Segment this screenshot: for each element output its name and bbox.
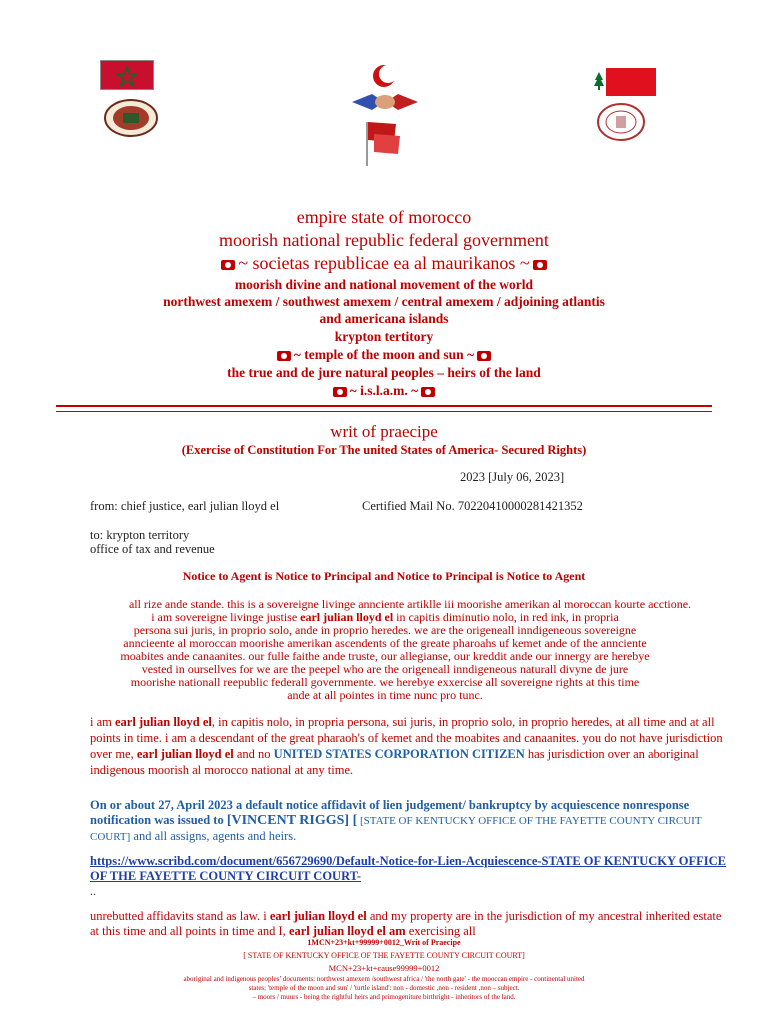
header-line6: and americana islands — [319, 311, 449, 326]
divider-bottom — [56, 411, 712, 412]
crescent-emblem-image — [366, 62, 402, 90]
writ-title: writ of praecipe — [330, 422, 438, 441]
header-line4: moorish divine and national movement of the world — [234, 277, 534, 292]
para1-line6: vested in oursellves for we are the peepel who are the origeneall inndigeneous naturall divyne de jure — [141, 662, 629, 676]
footer-ref2: [ STATE OF KENTUCKY OFFICE OF THE FAYETTE COUNTY CIRCUIT COURT] — [243, 951, 525, 960]
header-line10: ~ i.s.l.a.m. ~ — [0, 382, 768, 400]
moorish-flag-icon — [277, 351, 291, 361]
para3: On or about 27, April 2023 a default notice affidavit of lien judgement/ bankruptcy by acquiescence nonresponse notification was issued to [VINCENT RIGGS] [ [STATE OF KENTUCKY OFFICE OF THE FAYETTE COUNTY CIRCUIT COURT] and all assigns, agents and heirs. — [90, 798, 702, 843]
writ-date: 2023 [July 06, 2023] — [460, 470, 565, 484]
para2: i am earl julian lloyd el, in capitis nolo, in propria persona, sui juris, in proprio solo, in proprio heredes, at all time and at all points in time. i am a descendant of the great pharaoh's of kemet and the moabites and canaanites. you do not have jurisdiction over me, earl julian lloyd el and no UNITED STATES CORPORATION CITIZEN has jurisdiction over an aboriginal indigenous moorish al morocco national at any time. — [90, 715, 723, 777]
para1-line4: anncieente al moroccan moorishe amerikan ascendents of the greate pharoahs uf kemet ande of the annciente — [123, 636, 647, 650]
certified-mail: Certified Mail No. 70220410000281421352 — [362, 499, 583, 513]
header-line7: krypton tertitory — [334, 329, 434, 344]
para1-line8: ande at all pointes in time nunc pro tunc. — [287, 688, 483, 702]
footer-ref3: MCN+23+kt+cause99999+0012 — [328, 963, 440, 973]
para1-line7: moorishe nationall reepublic federall governmente. we herebye exxercise all sovereigne rights at this time — [130, 675, 640, 689]
writ-subtitle: (Exercise of Constitution For The united States of America- Secured Rights) — [181, 443, 587, 457]
header-line9: the true and de jure natural peoples – heirs of the land — [227, 365, 541, 380]
header-line2: moorish national republic federal government — [219, 230, 549, 250]
para1-line1: all rize ande stande. this is a sovereigne livinge annciente artiklle iii moorishe amerikan al moroccan kourte acctione. — [128, 597, 692, 611]
para1-line2: i am sovereigne livinge justise earl julian lloyd el in capitis diminutio nolo, in red ink, in propria — [151, 610, 619, 624]
moorish-flag-icon — [421, 387, 435, 397]
para4: unrebutted affidavits stand as law. i earl julian lloyd el and my property are in the jurisdiction of my ancestral inherited estate at this time and all points in time and I, earl julian lloyd el am exercising all — [90, 909, 722, 938]
moorish-flag-icon — [221, 260, 235, 270]
header-line5: northwest amexem / southwest amexem / central amexem / adjoining atlantis — [163, 294, 605, 309]
page-number: 1 — [307, 938, 312, 947]
header-line8: ~ temple of the moon and sun ~ — [0, 346, 768, 364]
para1-line5: moabites ande canaanites. our fulle faithe ande truste, our allegianse, our kreddit ande our innergy are herebye — [120, 649, 650, 663]
moorish-flag-image — [592, 68, 656, 96]
moorish-flag-icon — [333, 387, 347, 397]
seal-left-image — [103, 98, 159, 138]
to-line2: office of tax and revenue — [90, 542, 215, 556]
header-line3: ~ societas republicae ea al maurikanos ~ — [0, 252, 768, 274]
scribd-link[interactable]: https://www.scribd.com/document/656729690/Default-Notice-for-Lien-Acquiescence-STATE OF KENTUCKY OFFICE OF THE FAYETTE COUNTY CIRCUIT COURT- — [90, 854, 726, 883]
seal-right-image — [596, 102, 646, 142]
footer-small2: states; 'temple of the moon and sun' / 'turtle island': non - domestic ,non - resident ,non – subject. — [248, 984, 520, 992]
handshake-image — [350, 90, 420, 114]
para1-line3: persona sui juris, in proprio solo, ande in proprio heredes. we are the origeneall inndigeneous sovereigne — [133, 623, 637, 637]
divider-top — [56, 405, 712, 407]
moorish-flag-icon — [477, 351, 491, 361]
footer-small3: – moors / muurs - being the rightful heirs and primogeniture birthright - inheritors of the land. — [252, 993, 516, 1001]
from-line: from: chief justice, earl julian lloyd el — [90, 499, 280, 513]
moorish-flag-icon — [533, 260, 547, 270]
scribd-link-wrap — [90, 854, 730, 884]
footer-small1: aboriginal and indigenous peoples’ documents: northwest amexem /southwest africa / 'the north gate' - the mooccan empire - continental united — [183, 975, 585, 983]
link-dots: .. — [90, 884, 96, 898]
to-line1: to: krypton territory — [90, 528, 190, 542]
flags-stack-image — [364, 118, 404, 166]
notice-line: Notice to Agent is Notice to Principal and Notice to Principal is Notice to Agent — [182, 569, 586, 583]
footer-ref1: 1MCN+23+kt+99999+0012_Writ of Praecipe — [307, 938, 461, 947]
morocco-flag-image — [100, 60, 154, 90]
header-line1: empire state of morocco — [296, 207, 472, 227]
